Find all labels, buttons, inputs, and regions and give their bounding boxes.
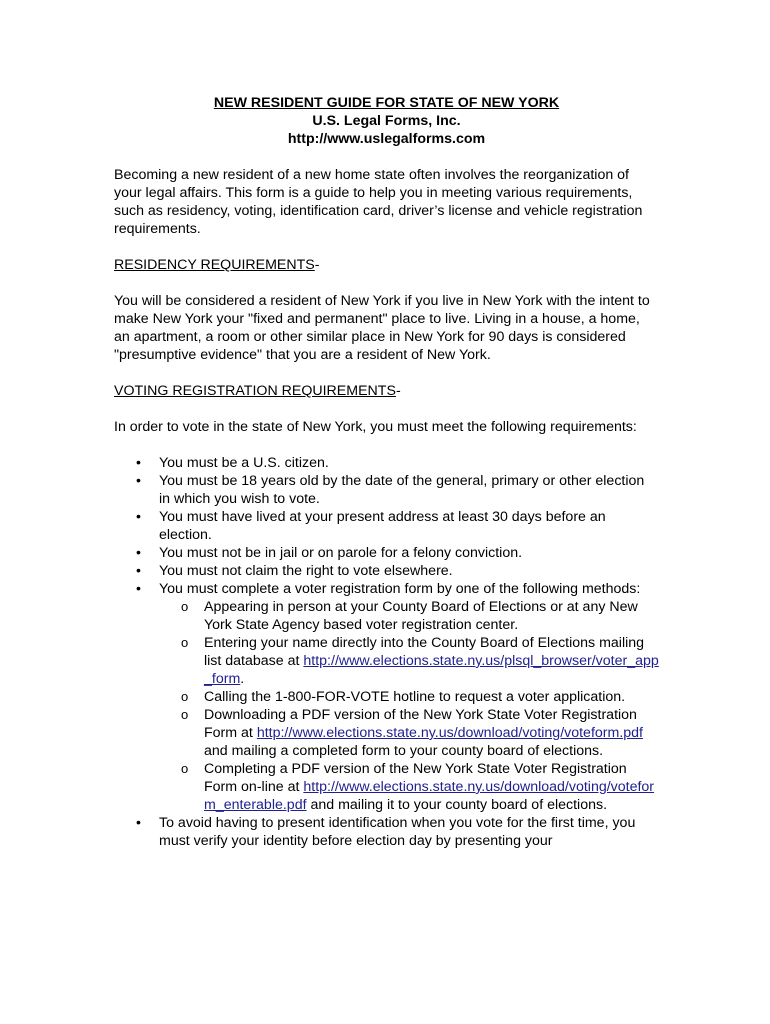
list-item: • You must not be in jail or on parole for a felony conviction.: [114, 544, 659, 562]
method-text: Entering your name directly into the County Board of Elections mailing list database at: [204, 635, 645, 669]
voter-app-form-link[interactable]: http://www.elections.state.ny.us/plsql_browser/voter_app_form: [204, 653, 659, 687]
voteform-pdf-link[interactable]: http://www.elections.state.ny.us/download/voting/voteform.pdf: [256, 725, 643, 741]
method-item: [159, 760, 659, 814]
document-page: [114, 94, 659, 850]
voting-requirements-list: [114, 454, 659, 850]
intro-paragraph: Becoming a new resident of a new home state often involves the reorganization of your legal affairs. This form is a guide to help you in meeting various requirements, such as residency, voting, identification card, driver’s license and vehicle registration requirements.: [114, 167, 643, 237]
method-text: .: [240, 671, 245, 687]
residency-heading-suffix: -: [314, 257, 320, 273]
voting-heading-suffix: -: [395, 383, 401, 399]
method-text: and mailing a completed form to your county board of elections.: [204, 743, 604, 759]
list-item: • To avoid having to present identification when you vote for the first time, you must verify your identity before election day by presenting your: [114, 814, 659, 850]
residency-heading: RESIDENCY REQUIREMENTS: [114, 257, 315, 273]
methods-intro: You must complete a voter registration form by one of the following methods:: [159, 581, 641, 597]
list-item: • You must be 18 years old by the date of the general, primary or other election in which you wish to vote.: [114, 472, 659, 508]
company-website: http://www.uslegalforms.com: [287, 131, 486, 147]
residency-paragraph: You will be considered a resident of New York if you live in New York with the intent to make New York your "fixed and permanent" place to live. Living in a house, a home, an apartment, a room or other similar place in New York for 90 days is considered "presumptive evidence" that you are a resident of New York.: [114, 293, 650, 363]
method-item: [159, 634, 659, 688]
method-item: o Calling the 1-800-FOR-VOTE hotline to request a voter application.: [159, 688, 659, 706]
list-item: • You must not claim the right to vote elsewhere.: [114, 562, 659, 580]
list-item: • You must have lived at your present address at least 30 days before an election.: [114, 508, 659, 544]
document-header: [114, 94, 659, 148]
document-title: NEW RESIDENT GUIDE FOR STATE OF NEW YORK: [213, 95, 560, 111]
voting-heading: VOTING REGISTRATION REQUIREMENTS: [114, 383, 396, 399]
voting-heading-line: [114, 382, 659, 400]
method-item: [159, 706, 659, 760]
residency-heading-line: [114, 256, 659, 274]
voting-intro-paragraph: In order to vote in the state of New York, you must meet the following requirements:: [114, 419, 637, 435]
registration-methods-list: [159, 598, 659, 814]
method-text: Completing a PDF version of the New York State Voter Registration Form on-line at: [204, 761, 627, 795]
method-text: and mailing it to your county board of elections.: [306, 797, 608, 813]
method-text: Downloading a PDF version of the New York State Voter Registration Form at: [204, 707, 637, 741]
list-item-methods: [114, 580, 659, 814]
company-name: U.S. Legal Forms, Inc.: [312, 113, 461, 129]
method-item: o Appearing in person at your County Board of Elections or at any New York State Agency based voter registration center.: [159, 598, 659, 634]
voteform-enterable-link[interactable]: http://www.elections.state.ny.us/download/voting/voteform_enterable.pdf: [204, 779, 655, 813]
list-item: • You must be a U.S. citizen.: [114, 454, 659, 472]
